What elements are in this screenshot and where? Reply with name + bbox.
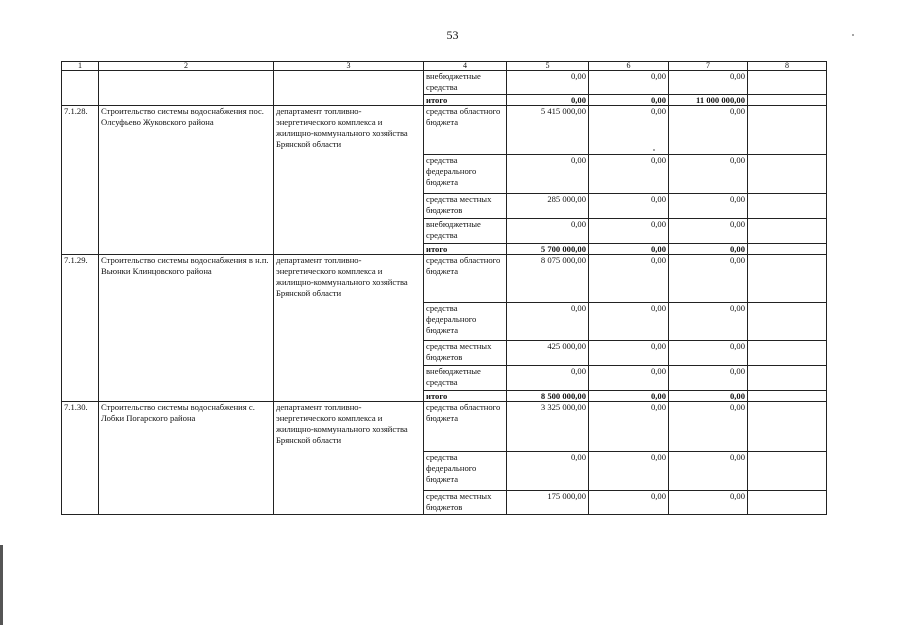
amount-col5: 285 000,00 <box>507 193 589 218</box>
funding-row <box>62 401 827 451</box>
item-number: 7.1.28. <box>62 105 99 254</box>
item-number: 7.1.30. <box>62 401 99 514</box>
amount-col7: 0,00 <box>669 390 748 401</box>
scan-speck <box>653 149 655 151</box>
amount-col8 <box>748 302 827 340</box>
item-name-cell <box>99 71 274 106</box>
amount-col8 <box>748 105 827 154</box>
amount-col6: 0,00 <box>589 94 669 105</box>
funding-source: средства областного бюджета <box>424 105 507 154</box>
amount-col6: 0,00 <box>589 193 669 218</box>
responsible-department: департамент топливно-энергетического комплекса и жилищно-коммунального хозяйства Брянской области <box>274 401 424 514</box>
amount-col7: 0,00 <box>669 401 748 451</box>
scan-speck <box>852 34 854 36</box>
funding-source: итого <box>424 94 507 105</box>
amount-col8 <box>748 390 827 401</box>
amount-col7: 0,00 <box>669 71 748 95</box>
amount-col7: 0,00 <box>669 451 748 490</box>
funding-source: средства местных бюджетов <box>424 490 507 514</box>
funding-source: внебюджетные средства <box>424 218 507 243</box>
amount-col8 <box>748 154 827 193</box>
amount-col8 <box>748 490 827 514</box>
item-name: Строительство системы водоснабжения с. Лобки Погарского района <box>99 401 274 514</box>
amount-col7: 0,00 <box>669 302 748 340</box>
amount-col7: 0,00 <box>669 154 748 193</box>
amount-col7: 0,00 <box>669 254 748 302</box>
amount-col8 <box>748 193 827 218</box>
column-number: 8 <box>748 62 827 71</box>
column-number: 7 <box>669 62 748 71</box>
amount-col5: 0,00 <box>507 302 589 340</box>
amount-col6: 0,00 <box>589 254 669 302</box>
amount-col8 <box>748 218 827 243</box>
funding-source: средства областного бюджета <box>424 254 507 302</box>
column-number: 5 <box>507 62 589 71</box>
funding-source: средства местных бюджетов <box>424 340 507 365</box>
amount-col5: 8 075 000,00 <box>507 254 589 302</box>
funding-source: средства местных бюджетов <box>424 193 507 218</box>
amount-col7: 0,00 <box>669 105 748 154</box>
funding-source: внебюджетные средства <box>424 71 507 95</box>
amount-col5: 0,00 <box>507 94 589 105</box>
amount-col5: 175 000,00 <box>507 490 589 514</box>
amount-col6: 0,00 <box>589 390 669 401</box>
amount-col5: 0,00 <box>507 365 589 390</box>
amount-col8 <box>748 451 827 490</box>
funding-source: средства федерального бюджета <box>424 154 507 193</box>
amount-col5: 0,00 <box>507 154 589 193</box>
amount-col6: 0,00 <box>589 401 669 451</box>
amount-col8 <box>748 365 827 390</box>
amount-col5: 8 500 000,00 <box>507 390 589 401</box>
column-number-row <box>62 62 827 71</box>
funding-source: средства федерального бюджета <box>424 302 507 340</box>
item-name: Строительство системы водоснабжения пос. Олсуфьево Жуковского района <box>99 105 274 254</box>
amount-col6: 0,00 <box>589 451 669 490</box>
amount-col6: 0,00 <box>589 340 669 365</box>
amount-col5: 425 000,00 <box>507 340 589 365</box>
funding-row <box>62 105 827 154</box>
amount-col6: 0,00 <box>589 490 669 514</box>
amount-col5: 5 700 000,00 <box>507 243 589 254</box>
amount-col6: 0,00 <box>589 302 669 340</box>
amount-col8 <box>748 243 827 254</box>
column-number: 1 <box>62 62 99 71</box>
amount-col7: 0,00 <box>669 243 748 254</box>
amount-col6: 0,00 <box>589 154 669 193</box>
scan-edge-mark <box>0 545 3 625</box>
item-number: 7.1.29. <box>62 254 99 401</box>
column-number: 3 <box>274 62 424 71</box>
amount-col5: 0,00 <box>507 451 589 490</box>
amount-col7: 0,00 <box>669 365 748 390</box>
amount-col6: 0,00 <box>589 105 669 154</box>
amount-col7: 0,00 <box>669 193 748 218</box>
funding-source: средства федерального бюджета <box>424 451 507 490</box>
amount-col8 <box>748 340 827 365</box>
amount-col5: 3 325 000,00 <box>507 401 589 451</box>
amount-col8 <box>748 254 827 302</box>
item-number-cell <box>62 71 99 106</box>
column-number: 6 <box>589 62 669 71</box>
program-table <box>61 61 827 515</box>
responsible-cell <box>274 71 424 106</box>
funding-source: внебюджетные средства <box>424 365 507 390</box>
responsible-department: департамент топливно-энергетического комплекса и жилищно-коммунального хозяйства Брянской области <box>274 105 424 254</box>
column-number: 2 <box>99 62 274 71</box>
funding-row <box>62 254 827 302</box>
amount-col5: 0,00 <box>507 71 589 95</box>
amount-col6: 0,00 <box>589 71 669 95</box>
page-number: 53 <box>446 28 459 42</box>
amount-col7: 0,00 <box>669 340 748 365</box>
amount-col8 <box>748 401 827 451</box>
amount-col7: 11 000 000,00 <box>669 94 748 105</box>
amount-col6: 0,00 <box>589 218 669 243</box>
amount-col8 <box>748 71 827 95</box>
funding-source: средства областного бюджета <box>424 401 507 451</box>
amount-col5: 0,00 <box>507 218 589 243</box>
amount-col5: 5 415 000,00 <box>507 105 589 154</box>
amount-col7: 0,00 <box>669 490 748 514</box>
amount-col8 <box>748 94 827 105</box>
amount-col6: 0,00 <box>589 365 669 390</box>
amount-col6: 0,00 <box>589 243 669 254</box>
funding-source: итого <box>424 390 507 401</box>
amount-col7: 0,00 <box>669 218 748 243</box>
funding-source: итого <box>424 243 507 254</box>
responsible-department: департамент топливно-энергетического комплекса и жилищно-коммунального хозяйства Брянской области <box>274 254 424 401</box>
column-number: 4 <box>424 62 507 71</box>
funding-row <box>62 71 827 95</box>
item-name: Строительство системы водоснабжения в н.п. Вьюнки Клинцовского района <box>99 254 274 401</box>
